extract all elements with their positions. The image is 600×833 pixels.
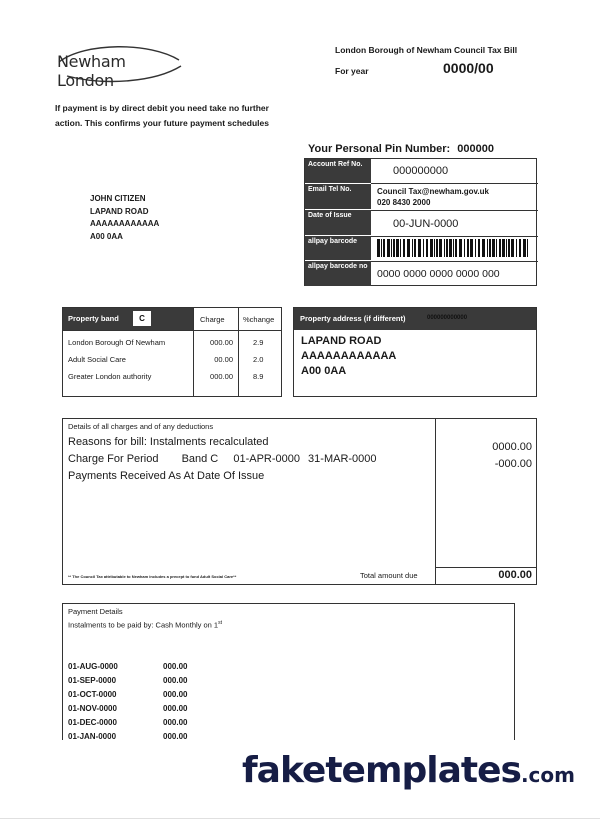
charge-header: Charge [200,315,225,324]
year-value: 0000/00 [443,60,494,76]
payment-date: 01-AUG-0000 [68,662,118,671]
pin-value: 000000 [457,143,494,155]
charge-period-label: Charge For Period [68,453,159,465]
band-row-name: Adult Social Care [68,355,126,364]
property-band-header [63,308,193,330]
year-label: For year [335,66,369,76]
property-band-table [62,307,282,397]
date-issue-value: 00-JUN-0000 [393,218,459,230]
bill-title: London Borough of Newham Council Tax Bill [335,45,518,55]
payment-amount: 000.00 [163,676,188,685]
tel-value: 020 8430 2000 [377,198,431,207]
pin-label: Your Personal Pin Number: [308,143,451,155]
total-value: 000.00 [498,569,532,581]
email-value: Council Tax@newham.gov.uk [377,187,489,196]
charges-box [62,418,537,585]
band-row-change: 8.9 [253,372,264,381]
band-row-name: Greater London authority [68,372,152,381]
band-row-charge: 000.00 [210,372,233,381]
charge-period [68,453,377,465]
account-ref-label: Account Ref No. [305,159,371,184]
payment-dates [68,660,118,744]
recipient-line-1: LAPAND ROAD [90,206,149,216]
property-address-box [293,307,537,397]
logo-text: Newham London [57,52,126,90]
account-box [304,158,537,286]
change-header: %change [243,315,275,324]
band-row-charge: 00.00 [214,355,233,364]
email-tel-label: Email Tel No. [305,184,371,210]
payment-details-header: Payment Details [68,607,123,616]
property-address-header-label: Property address (if different) [300,314,406,323]
direct-debit-line-2: action. This confirms your future payment schedules [55,118,269,128]
logo [55,40,185,90]
charges-reason: Reasons for bill: Instalments recalculated [68,436,269,448]
charges-footnote: ** The Council Tax attributable to Newham includes a precept to fund Adult Social Care** [68,574,237,579]
payment-amount: -000.00 [494,458,532,470]
charge-period-to: 31-MAR-0000 [308,453,377,465]
charge-amount: 0000.00 [492,441,532,453]
charge-amounts [443,439,532,473]
band-row-charge: 000.00 [210,338,233,347]
property-address-code: 000000000000 [427,315,468,321]
property-address-line-2: AAAAAAAAAAAA [301,350,397,362]
payment-amount: 000.00 [163,732,188,741]
charges-header: Details of all charges and of any deductions [68,422,214,431]
property-address-lines [301,334,396,379]
band-row-change: 2.0 [253,355,264,364]
payment-details-subtitle-sup: st [218,620,222,626]
barcode-label: allpay barcode [305,236,371,261]
payment-date: 01-JAN-0000 [68,732,117,741]
property-address-line-3: A00 0AA [301,365,347,377]
recipient-line-2: AAAAAAAAAAAA [90,219,160,228]
payment-date: 01-DEC-0000 [68,718,117,727]
payment-date: 01-NOV-0000 [68,704,117,713]
barcode-icon [377,239,532,257]
email-tel-values [377,186,489,208]
payments-received-label: Payments Received As At Date Of Issue [68,470,265,482]
property-address-line-1: LAPAND ROAD [301,335,382,347]
watermark [242,750,575,791]
payment-date: 01-OCT-0000 [68,690,117,699]
barcode-no-label: allpay barcode no [305,261,371,286]
payment-amount: 000.00 [163,662,188,671]
charge-period-from: 01-APR-0000 [233,453,300,465]
band-row-charges [199,334,233,385]
payment-amount: 000.00 [163,690,188,699]
property-band-value: C [133,311,151,326]
barcode-no-value: 0000 0000 0000 0000 000 [377,268,500,280]
charge-period-band: Band C [181,453,219,465]
recipient-postcode: A00 0AA [90,231,123,241]
band-row-names [68,334,165,385]
page-bottom-line [0,818,600,819]
property-band-label: Property band [68,314,119,323]
payment-details-box [62,603,515,740]
total-label: Total amount due [360,571,418,580]
payment-details-subtitle [68,620,222,630]
account-ref-value: 000000000 [393,165,449,177]
payment-date: 01-SEP-0000 [68,676,117,685]
payment-amounts [163,660,187,744]
pin-number [308,143,494,155]
payment-details-subtitle-text: Instalments to be paid by: Cash Monthly on 1 [68,620,219,630]
recipient-name: JOHN CITIZEN [90,194,146,203]
recipient-address [90,193,159,243]
band-row-changes [253,334,263,385]
date-issue-label: Date of Issue [305,210,371,236]
direct-debit-note [55,101,269,131]
watermark-main: faketemplates [242,750,521,791]
property-address-header [294,308,536,330]
payment-amount: 000.00 [163,718,188,727]
band-row-name: London Borough Of Newham [68,338,166,347]
direct-debit-line-1: If payment is by direct debit you need take no further [55,103,269,113]
band-row-change: 2.9 [253,338,264,347]
watermark-suffix: .com [520,763,575,787]
payment-amount: 000.00 [163,704,188,713]
